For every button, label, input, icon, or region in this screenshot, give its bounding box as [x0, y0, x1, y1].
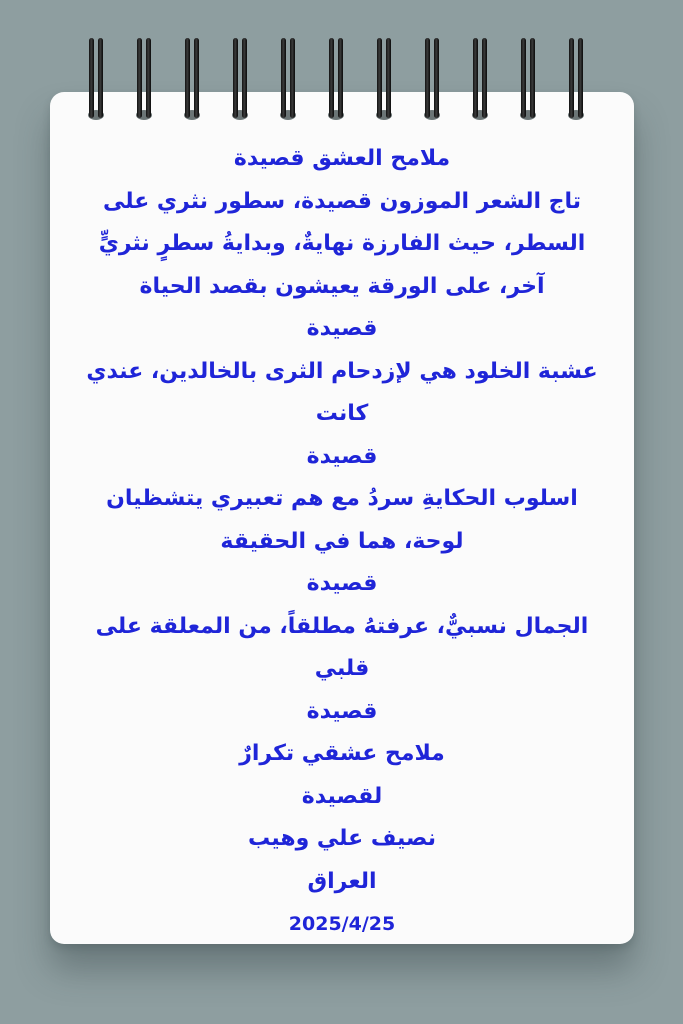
poem-date: 2025/4/25: [288, 913, 396, 935]
spiral-ring: [472, 38, 488, 124]
spiral-ring: [376, 38, 392, 124]
poem-line: قصيدة: [306, 443, 378, 469]
poem-line: لوحة، هما في الحقيقة: [220, 528, 464, 554]
spiral-ring: [88, 38, 104, 124]
spiral-ring: [184, 38, 200, 124]
poem-line: اسلوب الحكايةِ سردُ مع هم تعبيري يتشظيان: [106, 486, 578, 511]
poem-line: الجمال نسبيٌّ، عرفتهُ مطلقاً، من المعلقة على: [95, 613, 589, 639]
poem-line: كانت: [315, 401, 369, 426]
spiral-ring: [424, 38, 440, 124]
poem-line: قصيدة: [306, 571, 378, 596]
poem-text: [50, 138, 634, 946]
poem-country: العراق: [307, 868, 377, 894]
poem-line: لقصيدة: [301, 783, 383, 809]
poem-line: قلبي: [314, 656, 370, 681]
poem-line: ملامح عشقي تكرارٌ: [239, 741, 445, 766]
poem-line: عشبة الخلود هي لإزدحام الثرى بالخالدين، عندي: [86, 358, 598, 384]
poem-author: نصيف علي وهيب: [248, 826, 436, 851]
spiral-ring: [136, 38, 152, 124]
poem-line: آخر، على الورقة يعيشون بقصد الحياة: [139, 273, 545, 299]
spiral-ring: [232, 38, 248, 124]
poem-line: السطر، حيث الفارزة نهايةٌ، وبدايةُ سطرٍ نثريٍّ: [98, 231, 586, 256]
poem-line: تاج الشعر الموزون قصيدة، سطور نثري على: [102, 188, 582, 214]
poem-line: قصيدة: [306, 698, 378, 724]
poem-title: ملامح العشق قصيدة: [233, 146, 451, 171]
poem-line: قصيدة: [306, 316, 378, 341]
spiral-ring: [568, 38, 584, 124]
spiral-ring: [280, 38, 296, 124]
spiral-ring: [520, 38, 536, 124]
spiral-binding: [50, 38, 634, 128]
spiral-ring: [328, 38, 344, 124]
